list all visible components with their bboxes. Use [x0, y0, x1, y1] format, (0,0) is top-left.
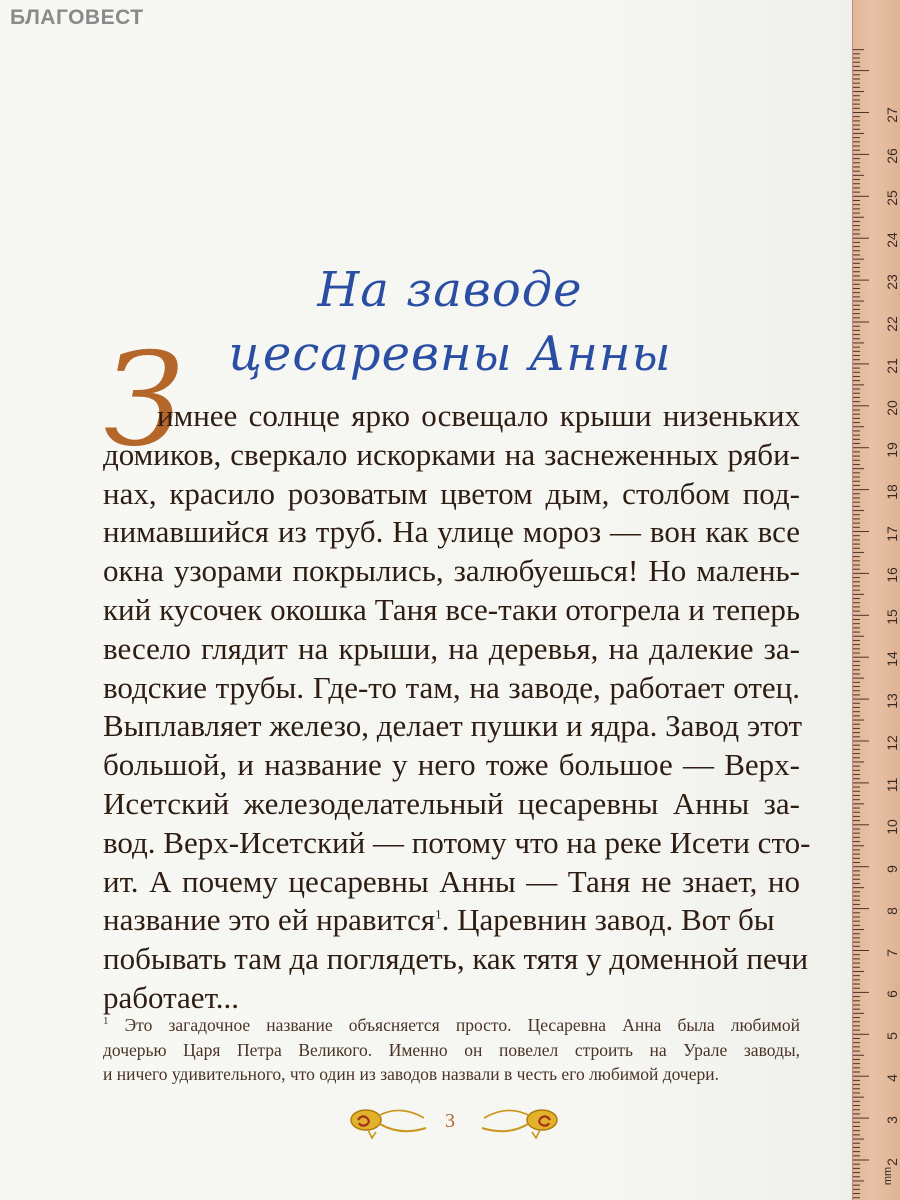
ruler-number: 24	[884, 232, 900, 248]
ruler-number: 20	[884, 400, 900, 416]
ruler-number: 22	[884, 316, 900, 332]
footnote-line	[103, 1013, 800, 1038]
footnote-text: Это загадочное название объясняется просто. Цесаревна Анна была любимой	[108, 1015, 800, 1035]
ruler-number: 17	[884, 525, 900, 542]
ruler-number: 27	[884, 106, 900, 123]
ruler-number: 12	[884, 735, 900, 751]
body-line: нах, красило розоватым цветом дым, столбом под-	[103, 475, 800, 511]
left-ornament-icon	[340, 1106, 430, 1142]
footnote-ref[interactable]: 1	[435, 907, 442, 923]
footnote-marker: 1	[103, 1015, 109, 1028]
ruler-ticks	[853, 0, 900, 1200]
body-line: побывать там да поглядеть, как тятя у доменной печи	[103, 941, 809, 977]
ruler-number: 7	[884, 948, 900, 957]
footnote-line: и ничего удивительного, что один из заводов назвали в честь его любимой дочери.	[103, 1064, 719, 1084]
body-line-part	[103, 901, 775, 940]
body-line: нимавшийся из труб. На улице мороз — вон как все	[103, 514, 800, 550]
ruler-number: 8	[884, 906, 900, 915]
watermark: БЛАГОВЕСТ	[10, 6, 144, 29]
page-number: 3	[445, 1110, 455, 1132]
ruler-number: 25	[884, 190, 900, 207]
ruler-number: 11	[884, 777, 900, 793]
chapter-title-line-2: цесаревны Анны	[228, 326, 672, 382]
body-line: кий кусочек окошка Таня все-таки отогрела и теперь	[103, 591, 800, 627]
body-line: водские трубы. Где-то там, на заводе, работает отец.	[103, 669, 800, 705]
ruler-number: 9	[884, 864, 900, 873]
body-line: вод. Верх-Исетский — потому что на реке Исети сто-	[103, 824, 811, 860]
ruler-number: 16	[884, 567, 900, 584]
drop-cap: З	[104, 326, 184, 475]
ruler-number: 26	[884, 148, 900, 165]
body-line-tail: . Царевнин завод. Вот бы	[441, 902, 775, 938]
footnote-line: дочерью Царя Петра Великого. Именно он повелел строить на Урале заводы,	[103, 1039, 800, 1060]
ruler-number: 19	[884, 441, 900, 458]
body-line: работает...	[103, 979, 240, 1015]
right-ornament-icon	[478, 1106, 568, 1142]
ruler-number: 18	[884, 483, 900, 500]
footnote	[103, 1013, 800, 1087]
ruler-number: 10	[884, 819, 900, 835]
body-line: Выплавляет железо, делает пушки и ядра. Завод этот	[103, 708, 803, 744]
ruler-number: 4	[884, 1074, 900, 1083]
body-line: весело глядит на крыши, на деревья, на далекие за-	[103, 630, 800, 666]
body-line: имнее солнце ярко освещало крыши низеньких	[157, 398, 800, 433]
ruler-number: 14	[884, 651, 900, 667]
ruler-number: 6	[884, 990, 900, 999]
body-line: ит. А почему цесаревны Анны — Таня не знает, но	[103, 863, 800, 899]
body-line	[103, 901, 800, 940]
ruler-number: 5	[884, 1032, 900, 1041]
ruler-number: 13	[884, 693, 900, 709]
ruler-number: 21	[884, 358, 900, 374]
body-text	[103, 397, 811, 1018]
body-line: домиков, сверкало искорками на заснеженных ряби-	[103, 436, 800, 472]
ruler	[852, 0, 900, 1200]
ruler-number: 15	[884, 609, 900, 626]
body-line: большой, и название у него тоже большое — Верх-	[103, 747, 800, 783]
ruler-number: 2	[884, 1158, 900, 1166]
body-line: Исетский железоделательный цесаревны Анны за-	[103, 785, 800, 821]
chapter-title-line-1: На заводе	[317, 262, 583, 318]
body-line: окна узорами покрылись, залюбуешься! Но малень-	[103, 553, 800, 589]
ruler-unit: mm	[882, 1166, 895, 1186]
ruler-number: 23	[884, 274, 900, 290]
ruler-number: 3	[884, 1116, 900, 1124]
body-line-head: название это ей нравится	[103, 902, 436, 938]
